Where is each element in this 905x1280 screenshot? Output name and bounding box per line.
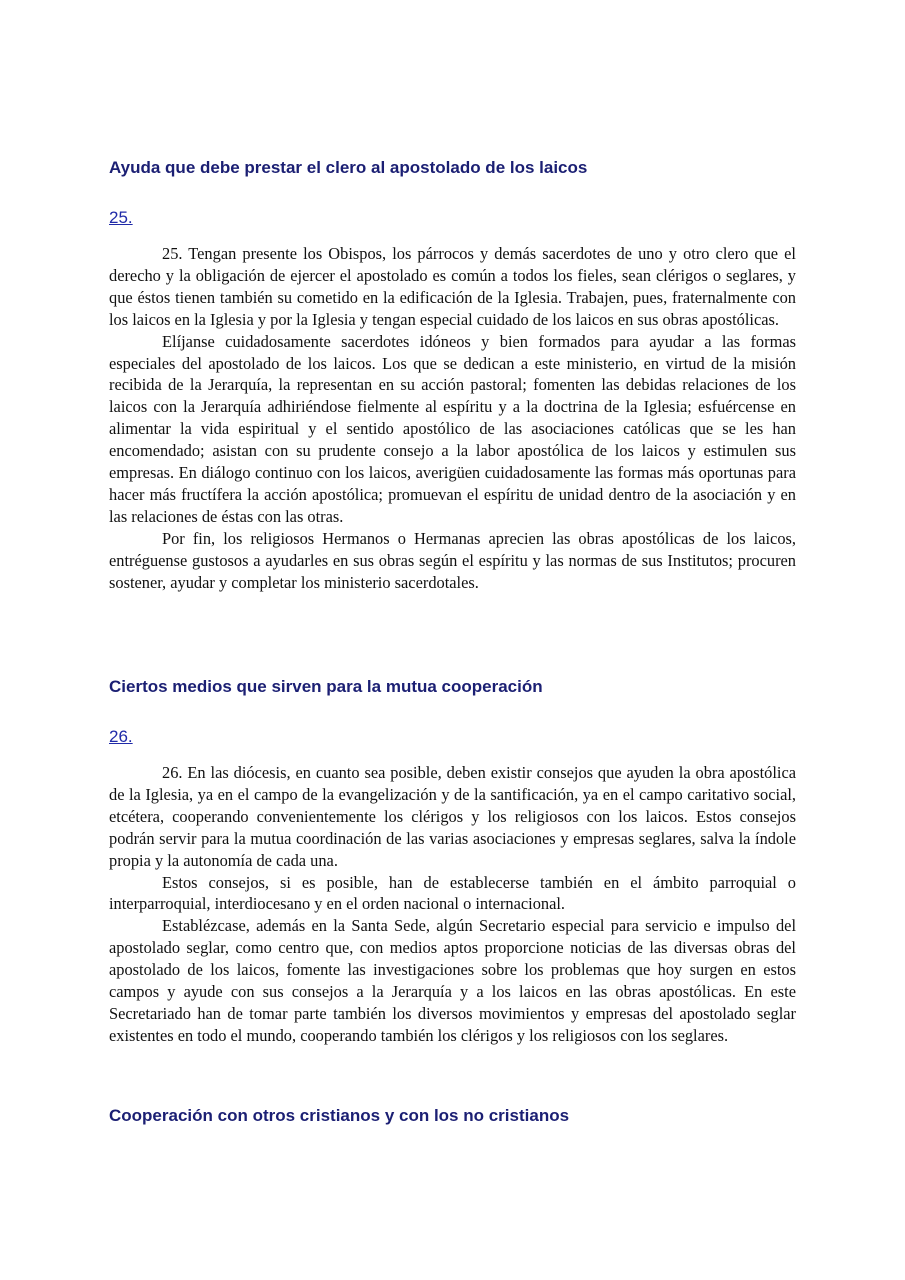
paragraph: 26. En las diócesis, en cuanto sea posible, deben existir consejos que ayuden la obra apostólica de la Iglesia, ya en el campo de la evangelización y de la santificación, ya en el campo caritativo social, etcétera, cooperando convenientemente los clérigos y los religiosos con los laicos. Estos consejos podrán servir para la mutua coordinación de las varias asociaciones y empresas seglares, salva la índole propia y la autonomía de cada una. [109, 763, 796, 870]
paragraph: Por fin, los religiosos Hermanos o Hermanas aprecien las obras apostólicas de los laicos, entréguense gustosos a ayudarles en sus obras según el espíritu y las normas de sus Institutos; procuren sostener, ayudar y completar los ministerio sacerdotales. [109, 528, 796, 592]
section-heading-mutual-cooperation: Ciertos medios que sirven para la mutua cooperación [109, 677, 543, 696]
section-heading-cooperation-others: Cooperación con otros cristianos y con los no cristianos [109, 1106, 570, 1125]
section-number-link-26[interactable]: 26. [109, 727, 133, 746]
section-body-25 [109, 243, 796, 594]
section-number-link-25[interactable]: 25. [109, 208, 133, 227]
paragraph: Elíjanse cuidadosamente sacerdotes idóneos y bien formados para ayudar a las formas especiales del apostolado de los laicos. Los que se dedican a este ministerio, en virtud de la misión recibida de la Jerarquía, la representan en su acción pastoral; fomenten las debidas relaciones de los laicos con la Jerarquía adhiriéndose fielmente al espíritu y a la doctrina de la Iglesia; esfuércense en alimentar la vida espiritual y el sentido apostólico de las asociaciones católicas que se les han encomendado; asistan con su prudente consejo a la labor apostólica de los laicos y estimulen sus empresas. En diálogo continuo con los laicos, averigüen cuidadosamente las formas más oportunas para hacer más fructífera la acción apostólica; promuevan el espíritu de unidad dentro de la asociación y en las relaciones de éstas con las otras. [109, 331, 796, 526]
paragraph: Establézcase, además en la Santa Sede, algún Secretario especial para servicio e impulso del apostolado seglar, como centro que, con medios aptos proporcione noticias de las diversas obras del apostolado de los laicos, fomente las investigaciones sobre los problemas que hoy surgen en estos campos y ayude con sus consejos a la Jerarquía y a los laicos en las obras apostólicas. En este Secretariado han de tomar parte también los diversos movimientos y empresas del apostolado seglar existentes en todo el mundo, cooperando también los clérigos y los religiosos con los seglares. [109, 916, 796, 1045]
section-body-26 [109, 762, 796, 1047]
section-heading-clergy-help: Ayuda que debe prestar el clero al apostolado de los laicos [109, 158, 588, 177]
paragraph: 25. Tengan presente los Obispos, los párrocos y demás sacerdotes de uno y otro clero que el derecho y la obligación de ejercer el apostolado es común a todos los fieles, sean clérigos o seglares, y que éstos tienen también su cometido en la edificación de la Iglesia. Trabajen, pues, fraternalmente con los laicos en la Iglesia y por la Iglesia y tengan especial cuidado de los laicos en sus obras apostólicas. [109, 244, 796, 329]
paragraph: Estos consejos, si es posible, han de establecerse también en el ámbito parroquial o interparroquial, interdiocesano y en el orden nacional o internacional. [109, 872, 796, 914]
